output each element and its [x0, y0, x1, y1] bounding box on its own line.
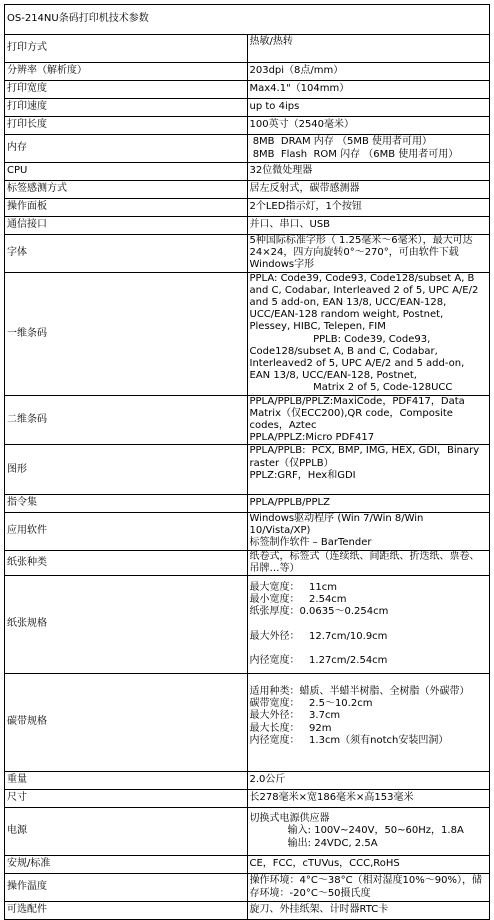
spec-row — [5, 181, 490, 199]
spec-value-line: 最小宽度： 2.54cm — [249, 594, 347, 606]
spec-value — [247, 217, 490, 235]
spec-value — [247, 445, 490, 495]
spec-label: 操作面板 — [5, 199, 248, 217]
spec-value-line: Max4.1"（104mm） — [249, 83, 350, 95]
spec-row — [5, 217, 490, 235]
spec-value — [247, 902, 490, 920]
spec-value-line: PPLA/PPLZ:Micro PDF417 — [249, 432, 375, 444]
spec-label: CPU — [5, 163, 248, 181]
spec-value-line: 32位微处理器 — [249, 165, 313, 177]
spec-value — [247, 808, 490, 856]
spec-label: 操作温度 — [5, 874, 248, 902]
spec-row — [5, 163, 490, 181]
spec-value-line: 切换式电源供应器 — [249, 813, 330, 825]
spec-label: 纸张种类 — [5, 550, 248, 575]
spec-label: 纸张规格 — [5, 576, 248, 674]
spec-value — [247, 135, 490, 163]
spec-row — [5, 35, 490, 63]
spec-label: 尺寸 — [5, 790, 248, 808]
spec-value — [247, 181, 490, 199]
spec-row — [5, 874, 490, 902]
spec-row — [5, 550, 490, 575]
spec-value-line: Matrix 2 of 5, Code-128UCC — [249, 382, 453, 394]
spec-value-line: 并口、串口、USB — [249, 219, 331, 231]
spec-value — [247, 35, 490, 63]
spec-value — [247, 495, 490, 513]
spec-label: 通信接口 — [5, 217, 248, 235]
spec-value-line: 最大宽度： 11cm — [249, 582, 337, 594]
spec-row — [5, 235, 490, 273]
spec-row — [5, 495, 490, 513]
spec-label: 标签感测方式 — [5, 181, 248, 199]
spec-value-line: 碳带宽度： 2.5～10.2cm — [249, 698, 373, 710]
spec-label: 指令集 — [5, 495, 248, 513]
spec-value-line — [250, 482, 488, 494]
spec-row — [5, 445, 490, 495]
spec-value-line: 内径宽度： 1.3cm（须有notch安装凹洞） — [249, 734, 449, 746]
spec-value-line: 操作环境：4°C～38°C（相对湿度10%～90%），储存环境：-20°C～50摄氏度 — [249, 875, 483, 899]
spec-value-line: 长278毫米×宽186毫米×高153毫米 — [249, 792, 414, 804]
spec-value-line: 5种国际标准字形（ 1.25毫米～6毫米），最大可达24×24，四方向旋转0°～270°，可由软件下载Windows字形 — [249, 235, 473, 271]
spec-label: 打印长度 — [5, 117, 248, 135]
spec-value-line: PPLB: Code39, Code93, Code128/subset A, B and C, Codabar, Interleaved2 of 5, UPC A/E/2 and 5 add-on, EAN 13/8, UCC/EAN-128, Postnet, — [249, 333, 468, 382]
spec-label: 分辨率（解析度） — [5, 63, 248, 81]
spec-row — [5, 135, 490, 163]
spec-value-line: PPLZ:GRF，Hex和GDI — [249, 469, 356, 481]
spec-table-body — [5, 5, 490, 920]
spec-value-line: 居左反射式，碳带感测器 — [249, 183, 360, 195]
spec-value-line: 8MB Flash ROM 闪存 （6MB 使用者可用） — [249, 148, 459, 160]
spec-value-line: 适用种类：蜡质、半蜡半树脂、全树脂（外碳带） — [249, 686, 470, 698]
spec-value-line: 2.0公斤 — [249, 774, 286, 786]
spec-value — [247, 117, 490, 135]
spec-value-line: 纸张厚度：0.0635～0.254cm — [249, 606, 389, 618]
spec-value — [247, 550, 490, 575]
spec-row — [5, 81, 490, 99]
spec-value-line: PPLA/PPLB/PPLZ:MaxiCode，PDF417，Data Matrix（仅ECC200),QR code，Composite codes，Aztec — [249, 395, 472, 432]
spec-value — [247, 63, 490, 81]
spec-label: 打印方式 — [5, 35, 248, 63]
table-title: OS-214NU条码打印机技术参数 — [5, 5, 490, 35]
spec-label: 图形 — [5, 445, 248, 495]
spec-label: 可选配件 — [5, 902, 248, 920]
spec-row — [5, 395, 490, 445]
spec-value-line: up to 4ips — [249, 101, 300, 113]
spec-label: 一维条码 — [5, 272, 248, 395]
spec-label: 重量 — [5, 772, 248, 790]
spec-row — [5, 199, 490, 217]
spec-value — [247, 235, 490, 273]
spec-row — [5, 856, 490, 874]
spec-value-line: 旋刀、外挂纸架、计时器RTC卡 — [249, 904, 389, 916]
spec-label: 碳带规格 — [5, 674, 248, 772]
spec-value-line: 最大外径： 12.7cm/10.9cm — [249, 630, 388, 642]
spec-value-line: 输入: 100V~240V，50~60Hz，1.8A — [249, 825, 464, 837]
spec-label: 打印宽度 — [5, 81, 248, 99]
spec-row — [5, 272, 490, 395]
spec-value — [247, 576, 490, 674]
spec-value-line — [250, 619, 488, 631]
spec-row — [5, 772, 490, 790]
spec-label: 安规/标准 — [5, 856, 248, 874]
spec-value-line: 100英寸（2540毫米） — [249, 119, 355, 131]
spec-label: 字体 — [5, 235, 248, 273]
spec-value-line: 最大外径： 3.7cm — [249, 710, 341, 722]
spec-value-line: 8MB DRAM 内存 （5MB 使用者可用） — [249, 136, 432, 148]
spec-row — [5, 576, 490, 674]
spec-value-line: 纸卷式，标签式（连续纸、间距纸、折迭纸、票卷、吊牌…等） — [249, 550, 480, 574]
title-row — [5, 5, 490, 35]
spec-value-line: PPLA: Code39, Code93, Code128/subset A, B and C, Codabar, Interleaved 2 of 5, UPC A/E/2 and 5 add-on, EAN 13/8, UCC/EAN-128, UCC/EAN-128 random weight, Postnet, Plessey, HIBC, Telepen, FIM — [249, 272, 482, 333]
spec-value — [247, 874, 490, 902]
spec-value — [247, 674, 490, 772]
spec-label: 二维条码 — [5, 395, 248, 445]
spec-value-line: 热敏/热转 — [249, 36, 293, 48]
spec-row — [5, 99, 490, 117]
spec-value-line: 2个LED指示灯，1个按钮 — [249, 201, 362, 213]
spec-label: 内存 — [5, 135, 248, 163]
spec-value — [247, 395, 490, 445]
spec-label: 电源 — [5, 808, 248, 856]
spec-value-line: PPLA/PPLB/PPLZ — [249, 497, 330, 509]
spec-value-line — [250, 643, 488, 655]
spec-value — [247, 163, 490, 181]
spec-table — [4, 4, 490, 920]
spec-label: 打印速度 — [5, 99, 248, 117]
spec-value-line: 203dpi（8点/mm） — [249, 65, 344, 77]
spec-row — [5, 808, 490, 856]
spec-value — [247, 272, 490, 395]
spec-value-line — [250, 747, 488, 759]
spec-value — [247, 199, 490, 217]
spec-value-line: 输出: 24VDC, 2.5A — [249, 837, 378, 849]
spec-value-line: CE，FCC，cTUVus，CCC,RoHS — [249, 858, 400, 870]
spec-value — [247, 513, 490, 551]
spec-value-line: Windows驱动程序 (Win 7/Win 8/Win 10/Vista/XP) — [249, 513, 427, 537]
spec-value-line: 最大长度： 92m — [249, 722, 332, 734]
spec-value — [247, 81, 490, 99]
spec-value — [247, 772, 490, 790]
spec-value-line: PPLA/PPLB: PCX, BMP, IMG, HEX, GDI，Binary raster（仅PPLB） — [249, 445, 483, 469]
spec-row — [5, 117, 490, 135]
spec-value-line — [250, 49, 488, 61]
spec-value-line: 标签制作软件 – BarTender — [249, 537, 372, 549]
spec-value — [247, 790, 490, 808]
spec-row — [5, 63, 490, 81]
spec-value-line: 内径宽度： 1.27cm/2.54cm — [249, 654, 388, 666]
spec-value — [247, 99, 490, 117]
spec-label: 应用软件 — [5, 513, 248, 551]
spec-row — [5, 902, 490, 920]
spec-row — [5, 674, 490, 772]
spec-value — [247, 856, 490, 874]
spec-row — [5, 790, 490, 808]
spec-row — [5, 513, 490, 551]
